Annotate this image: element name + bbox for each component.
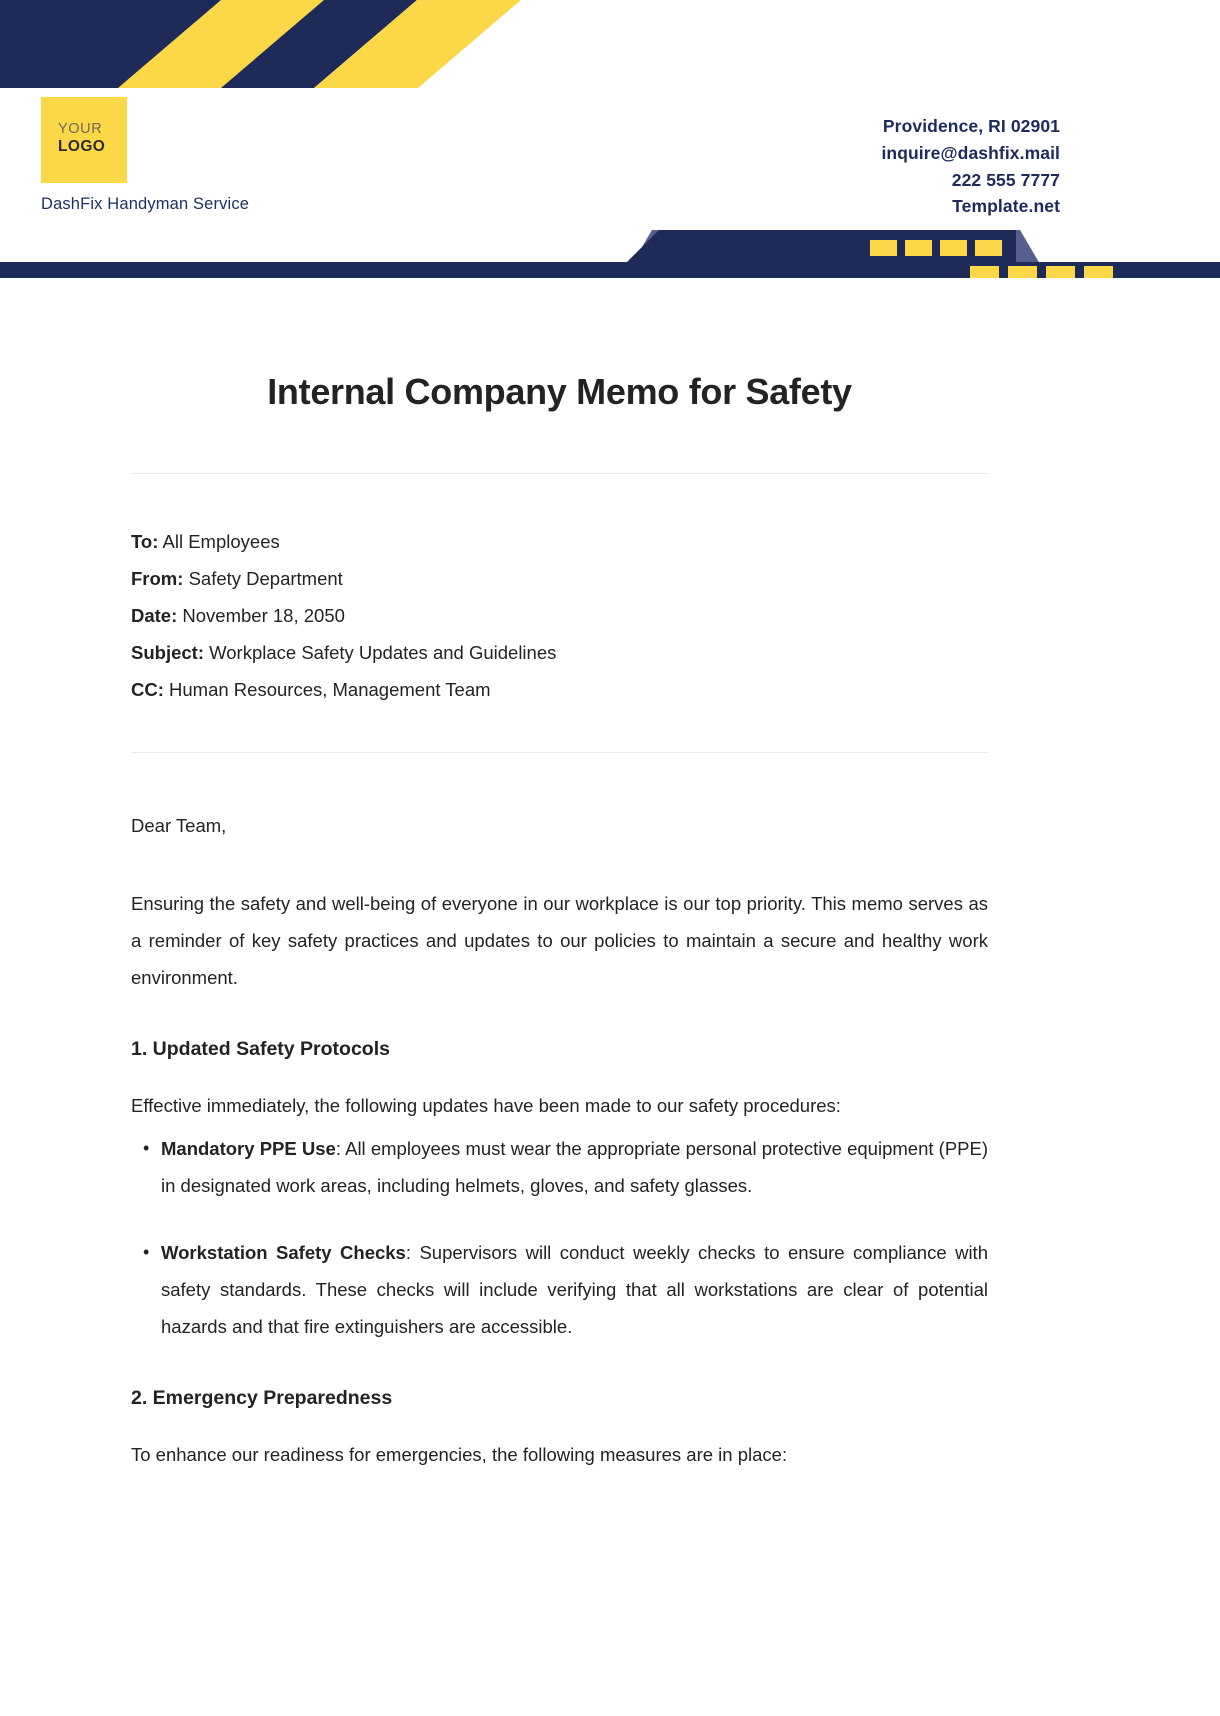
bar-block-lower-3 — [1046, 266, 1075, 278]
bar-block-upper-4 — [975, 240, 1002, 256]
logo-placeholder — [41, 97, 127, 183]
bar-block-lower-4 — [1084, 266, 1113, 278]
divider-top — [131, 473, 988, 474]
meta-value-from: Safety Department — [188, 568, 343, 590]
section-heading-2: 2. Emergency Preparedness — [131, 1387, 393, 1410]
logo-line-your: YOUR — [58, 121, 103, 137]
meta-row-to — [131, 523, 988, 560]
meta-label-subject: Subject: — [131, 642, 204, 664]
brand-block — [41, 97, 250, 214]
section-lead-2: To enhance our readiness for emergencies, the following measures are in place: — [131, 1444, 788, 1466]
bar-block-upper-1 — [870, 240, 897, 256]
memo-document — [131, 300, 988, 1473]
list-item — [161, 1130, 988, 1204]
contact-address: Providence, RI 02901 — [882, 116, 1060, 136]
section-heading-1: 1. Updated Safety Protocols — [131, 1038, 390, 1061]
bullet-term-2: Workstation Safety Checks — [161, 1242, 406, 1264]
meta-row-date — [131, 597, 988, 634]
meta-label-from: From: — [131, 568, 184, 590]
bullet-term-1: Mandatory PPE Use — [161, 1138, 336, 1160]
meta-label-date: Date: — [131, 605, 178, 627]
contact-website: Template.net — [952, 196, 1060, 217]
logo-text — [58, 121, 105, 156]
bar-block-lower-2 — [1008, 266, 1037, 278]
contact-info-block — [881, 113, 1060, 220]
bar-block-upper-2 — [905, 240, 932, 256]
contact-email: inquire@dashfix.mail — [881, 142, 1060, 163]
meta-value-subject: Workplace Safety Updates and Guidelines — [209, 642, 557, 664]
meta-value-cc: Human Resources, Management Team — [169, 679, 491, 701]
section-bullets-1 — [131, 1130, 988, 1345]
memo-meta-block — [131, 523, 988, 708]
meta-row-from — [131, 560, 988, 597]
intro-paragraph: Ensuring the safety and well-being of everyone in our workplace is our top priority. This memo serves as a reminder of key safety practices and updates to our policies to maintain a secure and healthy work environment. — [131, 893, 988, 989]
bullet-text-1: : All employees must wear the appropriate personal protective equipment (PPE) in designated work areas, including helmets, gloves, and safety glasses. — [161, 1138, 988, 1197]
bar-block-lower-1 — [970, 266, 999, 278]
mid-decorative-bar — [0, 222, 1220, 278]
meta-label-to: To: — [131, 531, 159, 553]
salutation: Dear Team, — [131, 815, 227, 837]
logo-line-logo: LOGO — [58, 137, 106, 155]
divider-bottom — [131, 752, 988, 753]
meta-value-to: All Employees — [162, 531, 280, 553]
meta-row-subject — [131, 634, 988, 671]
page-title: Internal Company Memo for Safety — [267, 371, 852, 412]
meta-value-date: November 18, 2050 — [182, 605, 345, 627]
meta-row-cc — [131, 671, 988, 708]
section-lead-1: Effective immediately, the following updates have been made to our safety procedures: — [131, 1095, 841, 1117]
top-decorative-banner — [0, 0, 1220, 88]
list-item — [161, 1234, 988, 1345]
meta-label-cc: CC: — [131, 679, 164, 701]
bullet-text-2: : Supervisors will conduct weekly checks to ensure compliance with safety standards. These checks will include verifying that all workstations are clear of potential hazards and that fire extinguishers are accessible. — [161, 1242, 988, 1338]
bar-block-upper-3 — [940, 240, 967, 256]
company-name: DashFix Handyman Service — [41, 195, 250, 213]
contact-phone: 222 555 7777 — [951, 169, 1060, 190]
